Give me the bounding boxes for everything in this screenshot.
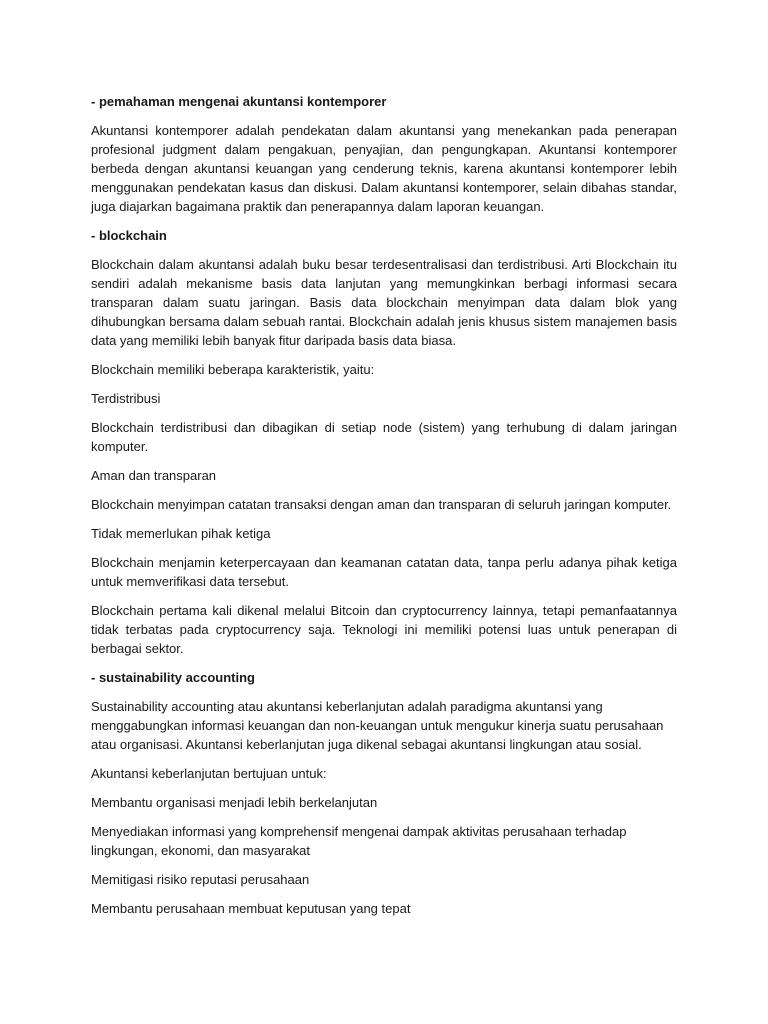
goal-item-keputusan-tepat: Membantu perusahaan membuat keputusan yang tepat	[91, 901, 411, 916]
goal-item-informasi-komprehensif: Menyediakan informasi yang komprehensif mengenai dampak aktivitas perusahaan terhadap lingkungan, ekonomi, dan masyarakat	[91, 824, 627, 858]
paragraph-akuntansi-kontemporer: Akuntansi kontemporer adalah pendekatan dalam akuntansi yang menekankan pada penerapan profesional judgment dalam pengakuan, penyajian, dan pengungkapan. Akuntansi kontemporer berbeda dengan akuntansi keuangan yang cenderung teknis, karena akuntansi kontemporer lebih menggunakan pendekatan kasus dan diskusi. Dalam akuntansi kontemporer, selain dibahas standar, juga diajarkan bagaimana praktik dan penerapannya dalam laporan keuangan.	[91, 123, 677, 214]
goal-item-risiko-reputasi: Memitigasi risiko reputasi perusahaan	[91, 872, 310, 887]
characteristic-text-tanpa-pihak-ketiga: Blockchain menjamin keterpercayaan dan keamanan catatan data, tanpa perlu adanya pihak ketiga untuk memverifikasi data tersebut.	[91, 555, 677, 589]
paragraph-sustainability-goals-intro: Akuntansi keberlanjutan bertujuan untuk:	[91, 766, 327, 781]
heading-blockchain: - blockchain	[91, 228, 167, 243]
document-page	[91, 92, 677, 928]
heading-sustainability-accounting: - sustainability accounting	[91, 670, 255, 685]
characteristic-title-aman-transparan: Aman dan transparan	[91, 468, 217, 483]
characteristic-text-terdistribusi: Blockchain terdistribusi dan dibagikan di setiap node (sistem) yang terhubung di dalam jaringan komputer.	[91, 420, 677, 454]
paragraph-blockchain-definition: Blockchain dalam akuntansi adalah buku besar terdesentralisasi dan terdistribusi. Arti Blockchain itu sendiri adalah mekanisme basis data lanjutan yang memungkinkan berbagi informasi secara transparan dalam suatu jaringan. Basis data blockchain menyimpan data dalam blok yang dihubungkan bersama dalam sebuah rantai. Blockchain adalah jenis khusus sistem manajemen basis data yang memiliki lebih banyak fitur daripada basis data biasa.	[91, 257, 677, 348]
characteristic-title-terdistribusi: Terdistribusi	[91, 391, 161, 406]
characteristic-text-aman-transparan: Blockchain menyimpan catatan transaksi dengan aman dan transparan di seluruh jaringan komputer.	[91, 497, 672, 512]
goal-item-berkelanjutan: Membantu organisasi menjadi lebih berkelanjutan	[91, 795, 378, 810]
paragraph-sustainability-definition: Sustainability accounting atau akuntansi keberlanjutan adalah paradigma akuntansi yang menggabungkan informasi keuangan dan non-keuangan untuk mengukur kinerja suatu perusahaan atau organisasi. Akuntansi keberlanjutan juga dikenal sebagai akuntansi lingkungan atau sosial.	[91, 699, 664, 752]
characteristic-title-tanpa-pihak-ketiga: Tidak memerlukan pihak ketiga	[91, 526, 271, 541]
heading-akuntansi-kontemporer: - pemahaman mengenai akuntansi kontemporer	[91, 94, 387, 109]
paragraph-blockchain-bitcoin: Blockchain pertama kali dikenal melalui Bitcoin dan cryptocurrency lainnya, tetapi pemanfaatannya tidak terbatas pada cryptocurrency saja. Teknologi ini memiliki potensi luas untuk penerapan di berbagai sektor.	[91, 603, 677, 656]
paragraph-blockchain-characteristics-intro: Blockchain memiliki beberapa karakteristik, yaitu:	[91, 362, 375, 377]
